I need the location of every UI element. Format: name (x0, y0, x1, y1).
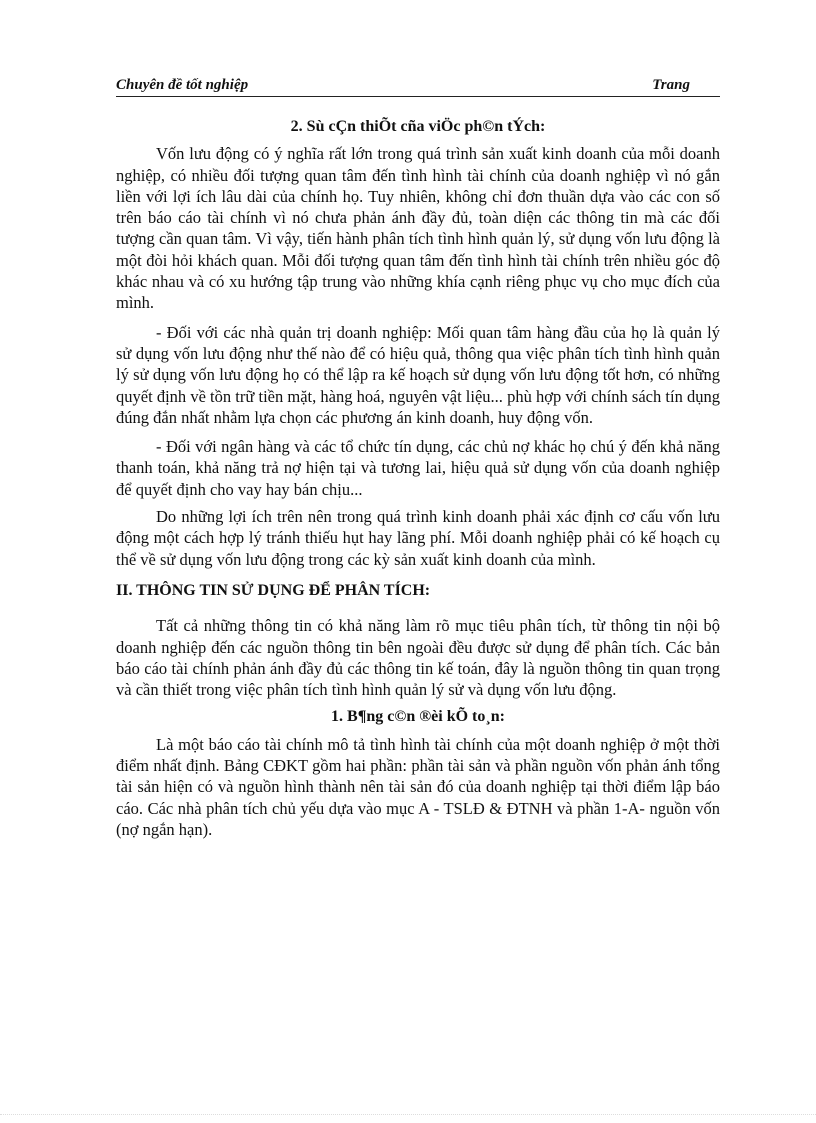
paragraph-balance-sheet: Là một báo cáo tài chính mô tả tình hình tài chính của một doanh nghiệp ở một thời điểm nhất định. Bảng CĐKT gồm hai phần: phần tài sản và phần nguồn vốn phản ánh tổng tài sản hiện có và nguồn hình thành nên tài sản đó của doanh nghiệp tại thời điểm lập báo cáo. Các nhà phân tích chủ yếu dựa vào mục A - TSLĐ & ĐTNH và phần 1-A- nguồn vốn (nợ ngắn hạn). (116, 734, 720, 839)
paragraph-benefits: Do những lợi ích trên nên trong quá trình kinh doanh phải xác định cơ cấu vốn lưu động một cách hợp lý tránh thiếu hụt hay lãng phí. Mỗi doanh nghiệp phải có kế hoạch cụ thể về sử dụng vốn lưu động trong các kỳ sản xuất kinh doanh của mình. (116, 507, 720, 569)
section-heading-balance-sheet: 1. B¶ng c©n ®èi kÕ to¸n: (331, 708, 505, 726)
header-page-label: Trang (652, 77, 690, 93)
header-title: Chuyên đề tốt nghiệp (116, 77, 249, 93)
paragraph-working-capital: Vốn lưu động có ý nghĩa rất lớn trong quá trình sản xuất kinh doanh của mỗi doanh nghiệp, có nhiều đối tượng quan tâm đến tình hình tài chính của doanh nghiệp vì nó gắn liền với lợi ích lâu dài của chính họ. Tuy nhiên, không chỉ đơn thuần dựa vào các con số trên báo cáo tài chính vì nó chưa phản ánh đầy đủ, toàn diện các thông tin mà các đối tượng cần quan tâm. Vì vậy, tiến hành phân tích tình hình quản lý, sử dụng vốn lưu động là một đòi hỏi khách quan. Mỗi đối tượng quan tâm đến tình hình tài chính trên nhiều góc độ khác nhau và có xu hướng tập trung vào những khía cạnh riêng phục vụ cho mục đích của mình. (116, 144, 720, 313)
paragraph-banks: - Đối với ngân hàng và các tổ chức tín dụng, các chủ nợ khác họ chú ý đến khả năng thanh toán, khả năng trả nợ hiện tại và tương lai, hiệu quả sử dụng vốn của doanh nghiệp để quyết định cho vay hay bán chịu... (116, 437, 720, 499)
paragraph-information-sources: Tất cả những thông tin có khả năng làm rõ mục tiêu phân tích, từ thông tin nội bộ doanh nghiệp đến các nguồn thông tin bên ngoài đều được sử dụng để phân tích. Các bản báo cáo tài chính phản ánh đầy đủ các thông tin kế toán, đây là nguồn thông tin quan trọng và cần thiết trong việc phân tích tình hình quản lý sử và dụng vốn lưu động. (116, 616, 720, 700)
document-body (116, 116, 720, 848)
paragraph-managers: - Đối với các nhà quản trị doanh nghiệp: Mối quan tâm hàng đầu của họ là quản lý sử dụng vốn lưu động như thế nào để có hiệu quả, thông qua việc phân tích tình hình quản lý sử dụng vốn lưu động họ có thể lập ra kế hoạch sử dụng vốn lưu động tốt hơn, có những quyết định về tồn trữ tiền mặt, hàng hoá, nguyên vật liệu... phù hợp với chính sách tín dụng đúng đắn nhất nhằm lựa chọn các phương án kinh doanh, huy động vốn. (116, 322, 720, 427)
footer-divider (0, 1114, 816, 1115)
section-heading-information: II. THÔNG TIN SỬ DỤNG ĐỂ PHÂN TÍCH: (116, 581, 431, 599)
section-heading-necessity: 2. Sù cÇn thiÕt cña viÖc ph©n tÝch: (290, 118, 546, 135)
page-header (116, 76, 720, 97)
